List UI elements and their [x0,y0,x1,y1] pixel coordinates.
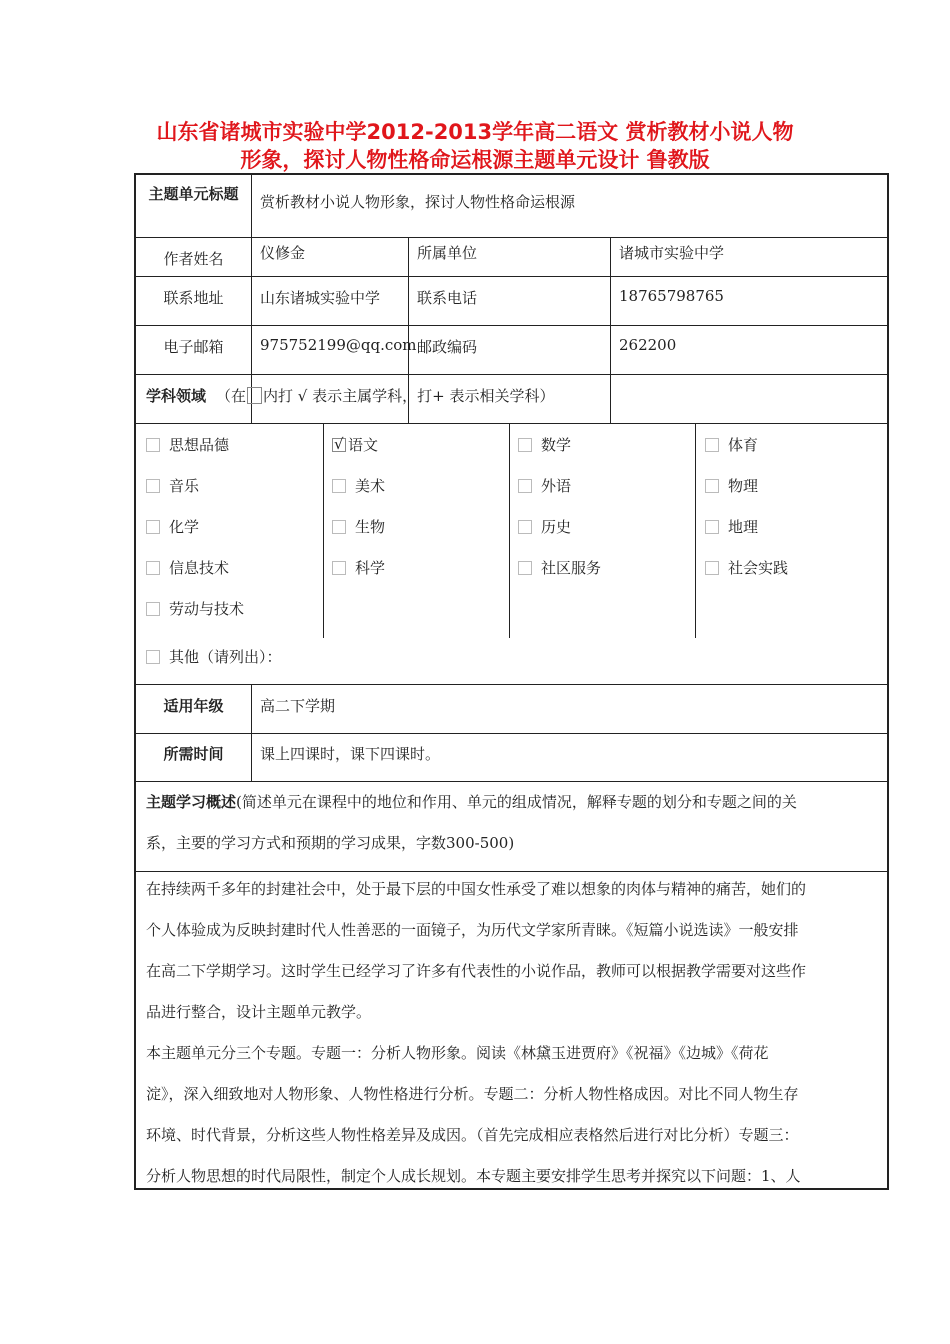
document-title [0,118,950,174]
subject-checkbox[interactable]: 社区服务 [518,557,601,578]
postcode-label: 邮政编码 [417,338,478,356]
body-line: 环境、时代背景，分析这些人物性格差异及成因。（首先完成相应表格然后进行对比分析）专题三： [146,1126,799,1144]
grade-label: 适用年级 [163,697,224,715]
subject-checkbox[interactable]: 物理 [705,475,758,496]
checkbox-icon [146,520,160,534]
postcode-value: 262200 [619,336,677,354]
org-label: 所属单位 [417,244,478,262]
address-value: 山东诸城实验中学 [260,289,381,307]
row-divider [136,684,887,685]
checkbox-icon [518,479,532,493]
subject-area-header [146,385,554,406]
checkbox-icon [705,479,719,493]
overview-body [146,869,881,1190]
author-value: 仪修金 [260,244,306,262]
grade-value: 高二下学期 [260,697,336,715]
row-divider [136,325,887,326]
phone-value: 18765798765 [619,287,724,305]
checkbox-icon [146,479,160,493]
subject-checkbox[interactable]: 科学 [332,557,385,578]
subject-checkbox[interactable]: 社会实践 [705,557,788,578]
overview-hint-1: (简述单元在课程中的地位和作用、单元的组成情况，解释专题的划分和专题之间的关 [236,793,797,811]
subject-checkbox[interactable]: 信息技术 [146,557,229,578]
subject-checkbox[interactable]: 历史 [518,516,571,537]
subject-checkbox-checked[interactable]: √ 语文 [334,434,379,454]
author-label: 作者姓名 [163,250,224,268]
checkbox-legend-icon [247,387,262,404]
subject-area-note-a: （在 [216,387,247,405]
col-divider [610,237,611,423]
subject-checkbox[interactable]: 化学 [146,516,199,537]
row-divider [136,733,887,734]
row-divider [136,374,887,375]
subject-checkbox[interactable]: 思想品德 [146,434,229,455]
body-line: 本主题单元分三个专题。专题一：分析人物形象。阅读《林黛玉进贾府》《祝福》《边城》《荷花 [146,1044,769,1062]
subject-checkbox[interactable]: 美术 [332,475,385,496]
checkbox-icon [518,520,532,534]
subject-checkbox[interactable]: 音乐 [146,475,199,496]
checkbox-icon [705,520,719,534]
row-divider [136,237,887,238]
time-label: 所需时间 [163,745,224,763]
row-divider [136,276,887,277]
row-divider [136,423,887,424]
checkbox-icon [332,479,346,493]
checked-checkbox-icon: √ [332,438,346,452]
unit-design-table [134,173,889,1190]
col-divider [695,423,696,638]
title-line-2: 形象，探讨人物性格命运根源主题单元设计 鲁教版 [240,148,710,172]
col-divider [509,423,510,638]
subject-checkbox[interactable]: 地理 [705,516,758,537]
subject-checkbox-other[interactable]: 其他（请列出）： [146,646,282,667]
phone-label: 联系电话 [417,289,478,307]
checkbox-icon [705,561,719,575]
checkbox-icon [705,438,719,452]
checkbox-icon [146,650,160,664]
subject-checkbox[interactable]: 生物 [332,516,385,537]
subject-checkbox[interactable]: 劳动与技术 [146,598,244,619]
unit-title-value: 赏析教材小说人物形象，探讨人物性格命运根源 [260,193,576,211]
body-line: 淀》，深入细致地对人物形象、人物性格进行分析。专题二：分析人物性格成因。对比不同人物生存 [146,1085,799,1103]
overview-label: 主题学习概述 [146,793,237,811]
checkbox-icon [332,520,346,534]
email-value: 975752199@qq.com [260,336,417,354]
overview-hint-2: 系，主要的学习方式和预期的学习成果，字数300-500) [146,834,515,852]
body-line: 分析人物思想的时代局限性，制定个人成长规划。本专题主要安排学生思考并探究以下问题：1、人 [146,1167,801,1185]
time-value: 课上四课时，课下四课时。 [260,745,441,763]
checkbox-icon [332,561,346,575]
body-line: 在高二下学期学习。这时学生已经学习了许多有代表性的小说作品，教师可以根据教学需要对这些作 [146,962,807,980]
org-value: 诸城市实验中学 [619,244,725,262]
title-line-1: 山东省诸城市实验中学2012-2013学年高二语文 赏析教材小说人物 [156,120,794,144]
checkbox-icon [518,438,532,452]
overview-header [146,782,881,864]
checkbox-icon [146,561,160,575]
checkbox-icon [518,561,532,575]
body-line: 个人体验成为反映封建时代人性善恶的一面镜子，为历代文学家所青睐。《短篇小说选读》一般安排 [146,921,799,939]
body-line: 在持续两千多年的封建社会中，处于最下层的中国女性承受了难以想象的肉体与精神的痛苦，她们的 [146,880,807,898]
col-divider [251,684,252,781]
unit-title-label: 主题单元标题 [148,185,239,203]
body-line: 品进行整合，设计主题单元教学。 [146,1003,372,1021]
subject-checkbox[interactable]: 数学 [518,434,571,455]
checkbox-icon [146,438,160,452]
subject-area-label: 学科领域 [146,387,207,405]
checkbox-icon [146,602,160,616]
address-label: 联系地址 [163,289,224,307]
email-label: 电子邮箱 [163,338,224,356]
subject-checkbox[interactable]: 外语 [518,475,571,496]
subject-checkbox[interactable]: 体育 [705,434,758,455]
col-divider [323,423,324,638]
subject-area-note-b: 内打 √ 表示主属学科，打+ 表示相关学科） [263,387,555,405]
